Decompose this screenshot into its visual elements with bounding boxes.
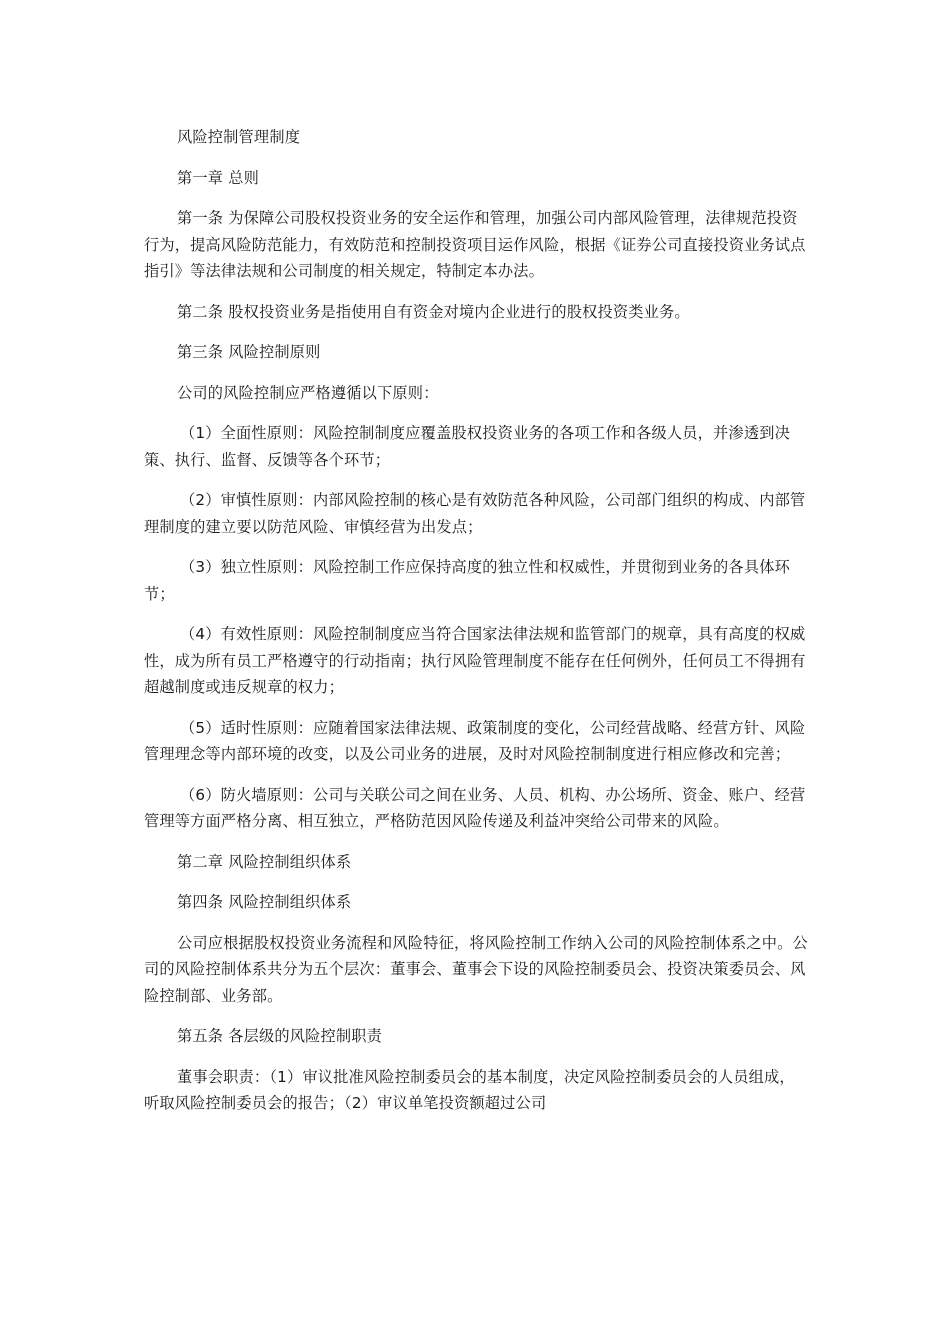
principles-intro: 公司的风险控制应严格遵循以下原则： [177,383,439,402]
article-5-board-duties: 董事会职责：（1）审议批准风险控制委员会的基本制度，决定风险控制委员会的人员组成，听取风险控制委员会的报告；（2）审议单笔投资额超过公司 [144,1067,795,1112]
article-4-body: 公司应根据股权投资业务流程和风险特征，将风险控制工作纳入公司的风险控制体系之中。公司的风险控制体系共分为五个层次：董事会、董事会下设的风险控制委员会、投资决策委员会、风险控制部、业务部。 [144,933,808,1005]
principle-3: （3）独立性原则：风险控制工作应保持高度的独立性和权威性，并贯彻到业务的各具体环节； [144,558,790,603]
chapter-1-heading: 第一章 总则 [177,168,259,187]
chapter-2-heading: 第二章 风险控制组织体系 [177,852,352,871]
principle-1: （1）全面性原则：风险控制制度应覆盖股权投资业务的各项工作和各级人员，并渗透到决策、执行、监督、反馈等各个环节； [144,424,790,469]
document-title: 风险控制管理制度 [177,128,301,146]
principle-2: （2）审慎性原则：内部风险控制的核心是有效防范各种风险，公司部门组织的构成、内部管理制度的建立要以防范风险、审慎经营为出发点； [144,491,806,536]
principle-5: （5）适时性原则：应随着国家法律法规、政策制度的变化，公司经营战略、经营方针、风险管理理念等内部环境的改变，以及公司业务的进展，及时对风险控制制度进行相应修改和完善； [144,718,806,763]
article-5-heading: 第五条 各层级的风险控制职责 [177,1027,383,1045]
principle-6: （6）防火墙原则：公司与关联公司之间在业务、人员、机构、办公场所、资金、账户、经营管理等方面严格分离、相互独立，严格防范因风险传递及利益冲突给公司带来的风险。 [144,785,806,830]
principle-4: （4）有效性原则：风险控制制度应当符合国家法律法规和监管部门的规章，具有高度的权威性，成为所有员工严格遵守的行动指南；执行风险管理制度不能存在任何例外，任何员工不得拥有超越制度或违反规章的权力； [144,625,806,696]
article-2: 第二条 股权投资业务是指使用自有资金对境内企业进行的股权投资类业务。 [177,302,690,321]
article-3-heading: 第三条 风险控制原则 [177,343,321,361]
article-4-heading: 第四条 风险控制组织体系 [177,893,352,911]
document-body [144,124,808,1131]
article-1: 第一条 为保障公司股权投资业务的安全运作和管理，加强公司内部风险管理，法律规范投资行为，提高风险防范能力，有效防范和控制投资项目运作风险，根据《证券公司直接投资业务试点指引》等法律法规和公司制度的相关规定，特制定本办法。 [144,209,806,280]
